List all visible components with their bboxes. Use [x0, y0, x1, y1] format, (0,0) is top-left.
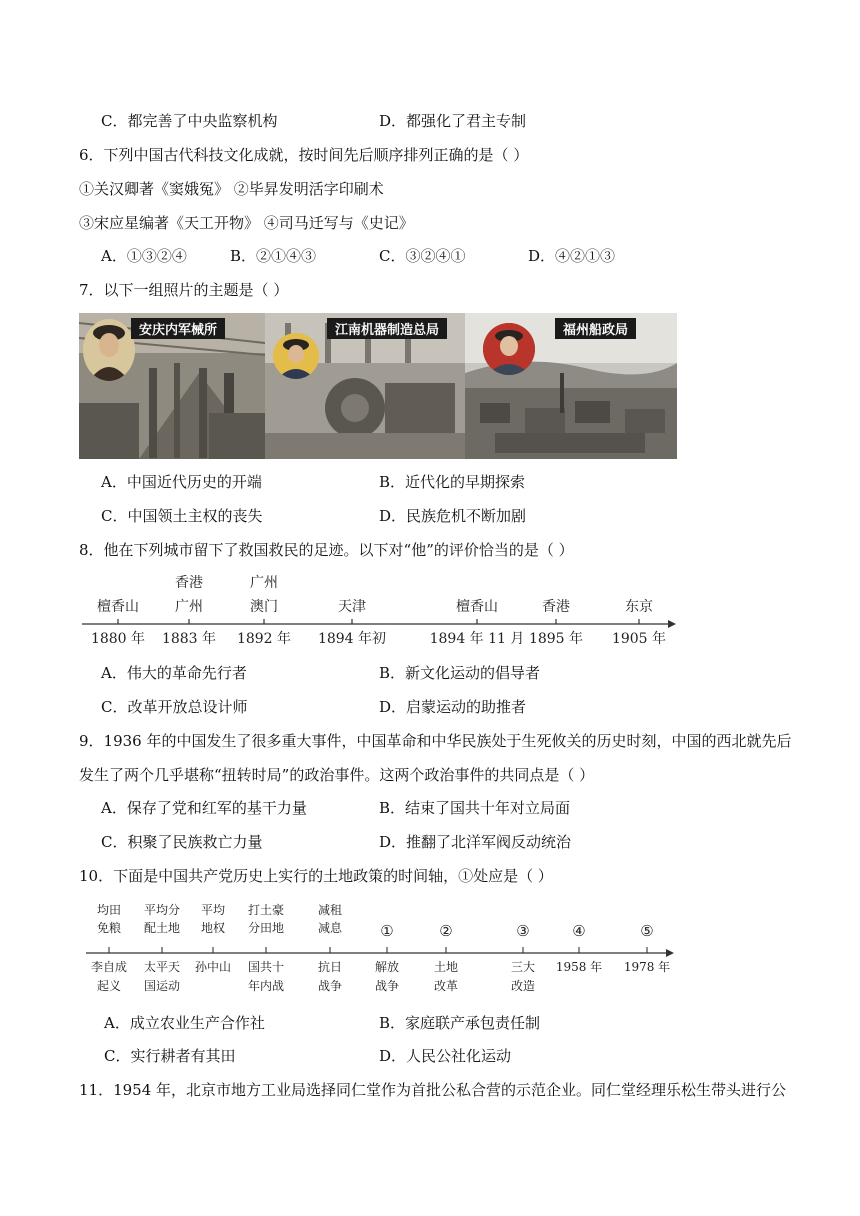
- q8-year: 1894 年 11 月: [429, 631, 525, 647]
- q8-option-d: D．启蒙运动的助推者: [379, 698, 527, 716]
- portrait-zuo-zongtang: [483, 323, 535, 375]
- q8-place: 檀香山: [97, 599, 139, 615]
- q8-place: 东京: [625, 599, 653, 615]
- q10-event: 三大: [510, 960, 536, 974]
- q7-option-b: B．近代化的早期探索: [379, 473, 526, 491]
- q8-place: 广州: [175, 599, 203, 615]
- q8-place-top: 香港: [175, 575, 203, 591]
- q10-event-2: 改造: [510, 979, 536, 993]
- photo-anqing-arsenal: [79, 313, 265, 459]
- q10-policy: ⑤: [640, 922, 654, 940]
- q8-timeline-arrow: [668, 620, 676, 628]
- q10-policy: 均田: [96, 903, 122, 917]
- q10-timeline: [84, 898, 678, 998]
- q10-event-2: 国运动: [143, 979, 181, 993]
- portrait-li-hongzhang: [273, 333, 319, 379]
- q7-photo-strip: [79, 313, 677, 459]
- q10-event-2: 年内战: [247, 979, 285, 993]
- q6-items-line2: ③宋应星编著《天工开物》 ④司马迁写与《史记》: [79, 214, 414, 232]
- q10-policy: 减租: [317, 903, 343, 917]
- q10-policy-2: 减息: [317, 921, 343, 935]
- q9-stem-line2: 发生了两个几乎堪称“扭转时局”的政治事件。这两个政治事件的共同点是（ ）: [79, 766, 595, 784]
- q8-year: 1905 年: [611, 631, 667, 647]
- q10-policy: 平均: [200, 903, 226, 917]
- q10-event-2: 起义: [96, 979, 122, 993]
- q10-event: 1978 年: [623, 960, 671, 974]
- q10-option-c: C．实行耕者有其田: [104, 1047, 236, 1065]
- q6-option-b: B．②①④③: [230, 247, 317, 265]
- photo-label-fuzhou: 福州船政局: [555, 318, 636, 339]
- q8-option-c: C．改革开放总设计师: [101, 698, 248, 716]
- q6-items-line1: ①关汉卿著《窦娥冤》 ②毕昇发明活字印刷术: [79, 180, 384, 198]
- q8-timeline: [80, 568, 680, 650]
- q10-event-2: 改革: [433, 979, 459, 993]
- q8-stem: 8．他在下列城市留下了救国救民的足迹。以下对“他”的评价恰当的是（ ）: [79, 541, 574, 559]
- q10-policy: ④: [572, 922, 586, 940]
- q7-option-a: A．中国近代历史的开端: [101, 473, 262, 491]
- q10-event: 土地: [433, 960, 459, 974]
- q8-place: 天津: [338, 599, 366, 615]
- q10-option-b: B．家庭联产承包责任制: [379, 1014, 541, 1032]
- photo-jiangnan-arsenal: [265, 313, 465, 459]
- q6-option-d: D．④②①③: [528, 247, 616, 265]
- q11-stem: 11．1954 年，北京市地方工业局选择同仁堂作为首批公私合营的示范企业。同仁堂经理乐松生带头进行公: [79, 1081, 787, 1099]
- q8-year: 1880 年: [90, 631, 146, 647]
- q10-event: 1958 年: [555, 960, 603, 974]
- photo-label-anqing: 安庆内军械所: [131, 318, 225, 339]
- q7-stem: 7．以下一组照片的主题是（ ）: [79, 281, 289, 299]
- q8-place: 檀香山: [456, 599, 498, 615]
- q10-event-2: 战争: [374, 979, 400, 993]
- q8-year: 1892 年: [236, 631, 292, 647]
- q9-option-d: D．推翻了北洋军阀反动统治: [379, 833, 572, 851]
- q10-event: 解放: [374, 960, 400, 974]
- q8-place: 澳门: [250, 599, 278, 615]
- q10-policy-2: 地权: [200, 921, 226, 935]
- q8-year: 1883 年: [161, 631, 217, 647]
- q10-policy: ②: [439, 922, 453, 940]
- q10-event: 太平天: [143, 960, 181, 974]
- q10-option-d: D．人民公社化运动: [379, 1047, 512, 1065]
- q10-policy-2: 分田地: [247, 921, 285, 935]
- q6-option-a: A．①③②④: [101, 247, 187, 265]
- q7-option-c: C．中国领土主权的丧失: [101, 507, 263, 525]
- photo-label-jiangnan: 江南机器制造总局: [327, 318, 447, 339]
- q10-timeline-points: [91, 902, 670, 993]
- q10-event: 李自成: [90, 960, 128, 974]
- q8-year: 1895 年: [528, 631, 584, 647]
- q5-option-c: C．都完善了中央监察机构: [101, 112, 278, 130]
- q10-event: 国共十: [247, 960, 285, 974]
- q8-timeline-points: [91, 575, 666, 647]
- q8-option-a: A．伟大的革命先行者: [101, 664, 247, 682]
- q10-event-2: 战争: [317, 979, 343, 993]
- q10-timeline-arrow: [666, 949, 674, 957]
- q9-option-a: A．保存了党和红军的基干力量: [101, 799, 307, 817]
- q9-option-c: C．积聚了民族救亡力量: [101, 833, 263, 851]
- q10-policy-2: 配土地: [143, 921, 181, 935]
- q9-option-b: B．结束了国共十年对立局面: [379, 799, 571, 817]
- q6-option-c: C．③②④①: [379, 247, 466, 265]
- q10-event: 孙中山: [194, 960, 232, 974]
- q8-option-b: B．新文化运动的倡导者: [379, 664, 541, 682]
- q10-policy: ③: [516, 922, 530, 940]
- q8-place-top: 广州: [250, 575, 278, 591]
- portrait-zeng-guofan: [83, 319, 135, 381]
- q8-place: 香港: [542, 599, 570, 615]
- q7-option-d: D．民族危机不断加剧: [379, 507, 527, 525]
- q9-stem-line1: 9．1936 年的中国发生了很多重大事件，中国革命和中华民族处于生死攸关的历史时刻，中国的西北就先后: [79, 732, 792, 750]
- photo-fuzhou-shipyard: [465, 313, 677, 459]
- q10-policy: ①: [380, 922, 394, 940]
- q8-year: 1894 年初: [317, 631, 387, 647]
- q10-event: 抗日: [317, 960, 343, 974]
- q6-stem: 6．下列中国古代科技文化成就，按时间先后顺序排列正确的是（ ）: [79, 146, 529, 164]
- q10-stem: 10．下面是中国共产党历史上实行的土地政策的时间轴，①处应是（ ）: [79, 867, 553, 885]
- q10-option-a: A．成立农业生产合作社: [104, 1014, 265, 1032]
- q10-policy: 打土豪: [247, 903, 285, 917]
- q5-option-d: D．都强化了君主专制: [379, 112, 527, 130]
- q10-policy: 平均分: [143, 903, 181, 917]
- q10-policy-2: 免粮: [96, 921, 122, 935]
